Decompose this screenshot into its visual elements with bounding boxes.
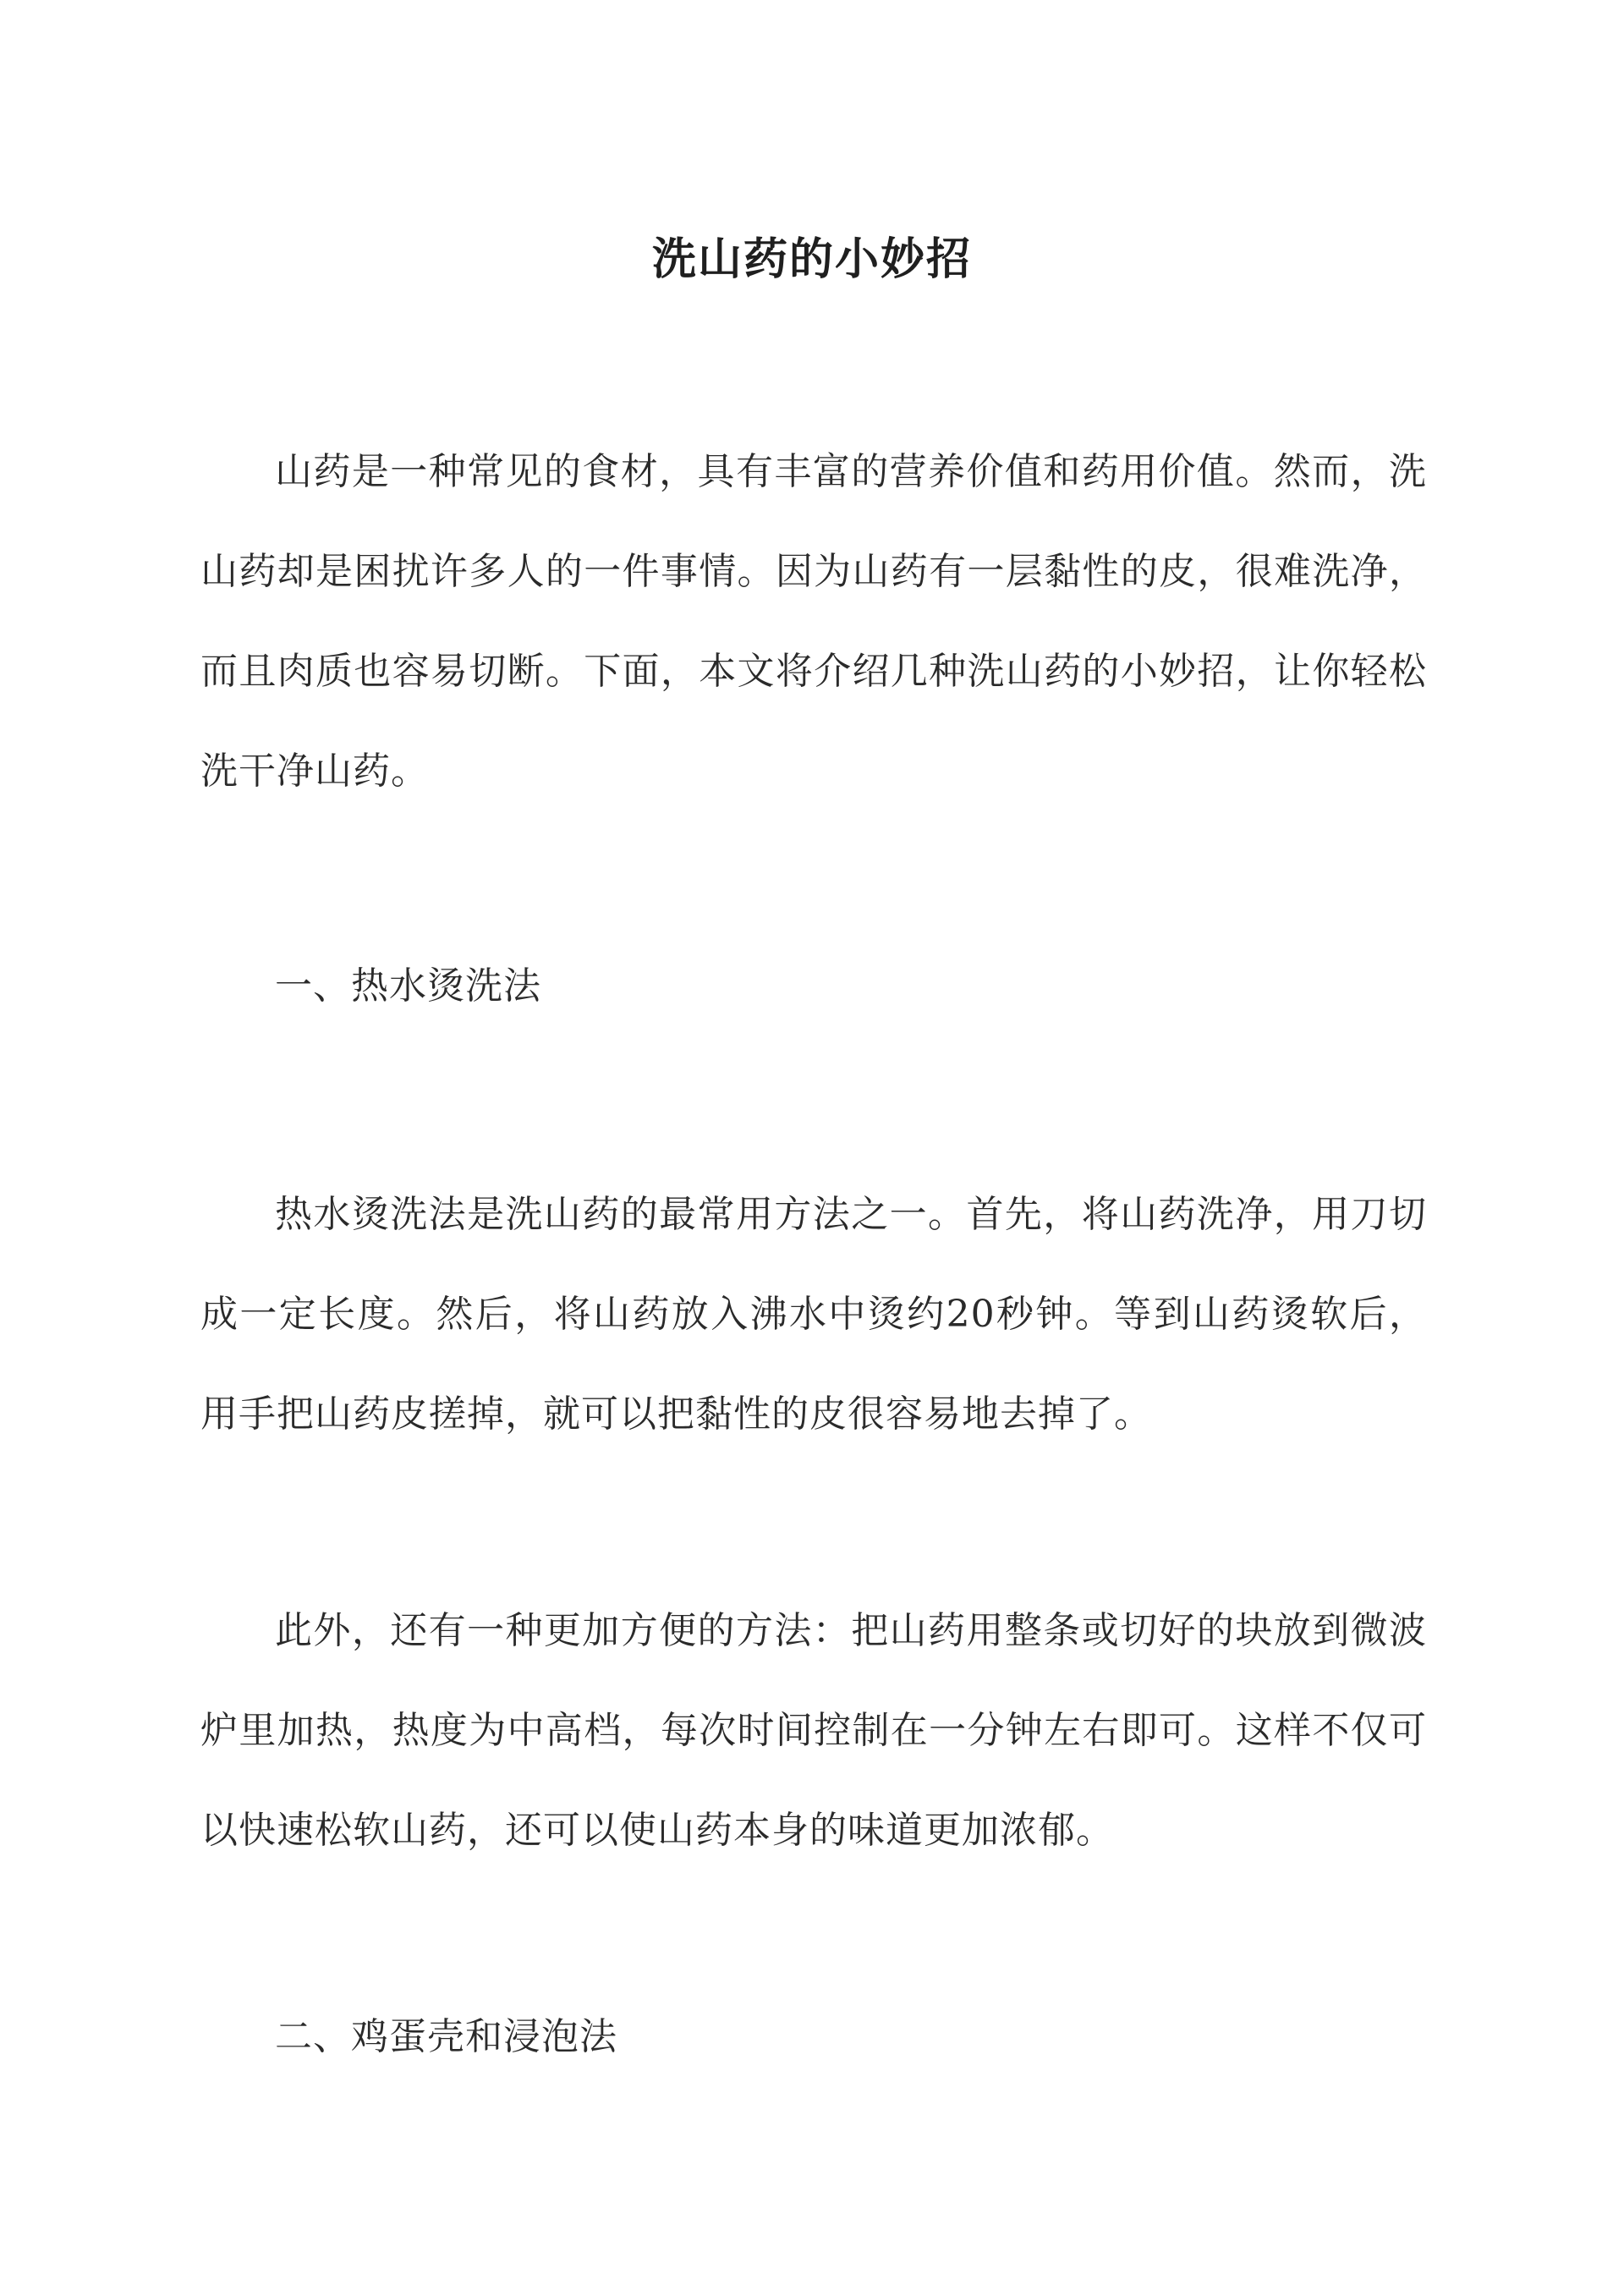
section-heading-eggshell-soak: 二、鸡蛋壳和浸泡法 <box>275 2015 617 2058</box>
intro-paragraph: 山药是一种常见的食材，具有丰富的营养价值和药用价值。然而，洗山药却是困扰许多人的一件事情。因为山药有一层黏性的皮，很难洗净，而且肉质也容易切断。下面，本文将介绍几种洗山药的小妙招，让你轻松洗干净山药。 <box>200 450 1427 793</box>
section-heading-hot-water: 一、热水烫洗法 <box>275 964 541 1008</box>
hot-water-paragraph: 热水烫洗法是洗山药的最常用方法之一。首先，将山药洗净，用刀切成一定长度。然后，将山药放入沸水中烫约20秒钟。等到山药烫软后，用手把山药皮搓掉，就可以把黏性的皮很容易地去掉了。 <box>200 1193 1427 1436</box>
microwave-paragraph: 此外，还有一种更加方便的方法：把山药用整条或切好的块放到微波炉里加热，热度为中高档，每次时间控制在一分钟左右即可。这样不仅可以快速松软山药，还可以使山药本身的味道更加浓郁。 <box>200 1609 1427 1852</box>
document-title: 洗山药的小妙招 <box>651 233 972 285</box>
